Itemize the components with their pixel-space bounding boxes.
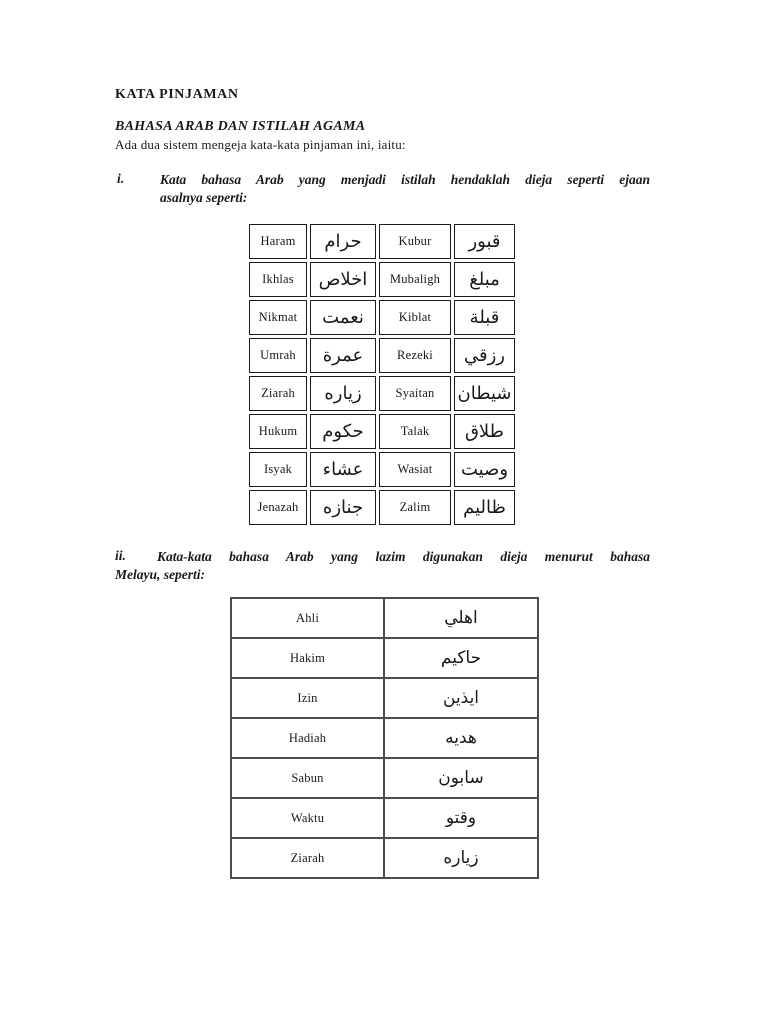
malay-word-cell: Umrah — [249, 338, 307, 373]
arabic-word-cell: وصيت — [454, 452, 515, 487]
arabic-word-cell: شيطان — [454, 376, 515, 411]
arabic-word-cell: رزقي — [454, 338, 515, 373]
arabic-word-cell: نعمت — [310, 300, 376, 335]
malay-word-cell: Mubaligh — [379, 262, 451, 297]
malay-word-cell: Ziarah — [231, 838, 384, 878]
list-item-ii-line1: Kata-kata bahasa Arab yang lazim digunakan dieja menurut bahasa — [157, 549, 650, 564]
table-row — [249, 300, 515, 335]
list-marker-i: i. — [117, 171, 125, 186]
arabic-word-cell: هديه — [384, 718, 538, 758]
arabic-word-cell: زياره — [310, 376, 376, 411]
malay-word-cell: Syaitan — [379, 376, 451, 411]
malay-word-cell: Talak — [379, 414, 451, 449]
arabic-word-cell: مبلغ — [454, 262, 515, 297]
table-row — [249, 452, 515, 487]
malay-word-cell: Zalim — [379, 490, 451, 525]
table-row — [249, 490, 515, 525]
malay-word-cell: Wasiat — [379, 452, 451, 487]
arabic-word-cell: عمرة — [310, 338, 376, 373]
malay-word-cell: Jenazah — [249, 490, 307, 525]
intro-text: Ada dua sistem mengeja kata-kata pinjaman ini, iaitu: — [115, 137, 406, 152]
malay-word-cell: Sabun — [231, 758, 384, 798]
malay-word-cell: Kiblat — [379, 300, 451, 335]
arabic-word-cell: قبور — [454, 224, 515, 259]
malay-spelling-table — [230, 597, 539, 879]
arabic-word-cell: حكوم — [310, 414, 376, 449]
arabic-word-cell: ايذين — [384, 678, 538, 718]
malay-word-cell: Haram — [249, 224, 307, 259]
arabic-word-cell: حاكيم — [384, 638, 538, 678]
malay-word-cell: Isyak — [249, 452, 307, 487]
table-row — [249, 414, 515, 449]
table-row — [249, 262, 515, 297]
malay-word-cell: Hadiah — [231, 718, 384, 758]
malay-word-cell: Kubur — [379, 224, 451, 259]
table-row — [231, 798, 538, 838]
section-heading: BAHASA ARAB DAN ISTILAH AGAMA — [115, 119, 366, 134]
arabic-word-cell: عشاء — [310, 452, 376, 487]
arabic-word-cell: قبلة — [454, 300, 515, 335]
arabic-word-cell: زياره — [384, 838, 538, 878]
table-row — [249, 376, 515, 411]
arabic-word-cell: جنازه — [310, 490, 376, 525]
list-item-i-text — [160, 171, 650, 207]
table-row — [231, 598, 538, 638]
table-row — [231, 718, 538, 758]
arabic-word-cell: اهلي — [384, 598, 538, 638]
malay-word-cell: Rezeki — [379, 338, 451, 373]
table-row — [231, 638, 538, 678]
arabic-word-cell: وقتو — [384, 798, 538, 838]
malay-word-cell: Waktu — [231, 798, 384, 838]
malay-word-cell: Ahli — [231, 598, 384, 638]
list-item-i-line1: Kata bahasa Arab yang menjadi istilah hendaklah dieja seperti ejaan — [160, 172, 650, 187]
arabic-word-cell: حرام — [310, 224, 376, 259]
arabic-word-cell: ظاليم — [454, 490, 515, 525]
arabic-terms-table — [246, 221, 518, 528]
page-title: KATA PINJAMAN — [115, 87, 239, 102]
malay-word-cell: Ikhlas — [249, 262, 307, 297]
table-row — [249, 224, 515, 259]
arabic-word-cell: سابون — [384, 758, 538, 798]
malay-word-cell: Hakim — [231, 638, 384, 678]
malay-word-cell: Izin — [231, 678, 384, 718]
malay-word-cell: Ziarah — [249, 376, 307, 411]
list-marker-ii: ii. — [115, 548, 126, 563]
list-item-ii-line2: Melayu, seperti: — [115, 567, 205, 582]
arabic-word-cell: طلاق — [454, 414, 515, 449]
table-row — [231, 758, 538, 798]
table-row — [249, 338, 515, 373]
malay-word-cell: Nikmat — [249, 300, 307, 335]
arabic-word-cell: اخلاص — [310, 262, 376, 297]
table-row — [231, 838, 538, 878]
malay-word-cell: Hukum — [249, 414, 307, 449]
table-row — [231, 678, 538, 718]
list-item-i-line2: asalnya seperti: — [160, 190, 248, 205]
